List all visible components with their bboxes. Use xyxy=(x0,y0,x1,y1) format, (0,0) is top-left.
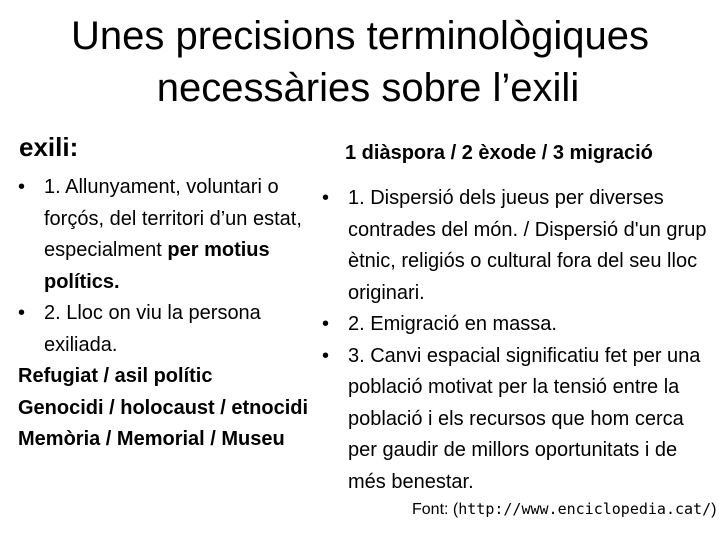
right-bullet-1-text: 1. Dispersió dels jueus per diverses contrades del món. / Dispersió d'un grup ètnic, religiós o cultural fora del seu lloc originari. xyxy=(348,187,707,304)
slide-title-line-1: Unes precisions terminològiques xyxy=(70,14,650,58)
right-bullet-3 xyxy=(322,341,714,499)
right-bullet-2-text: 2. Emigració en massa. xyxy=(348,313,557,335)
right-bullet-1 xyxy=(322,183,714,309)
slide-title xyxy=(20,10,720,114)
source-link[interactable]: http://www.enciclopedia.cat/ xyxy=(458,500,712,518)
left-bullet-1-bold: per motius polítics. xyxy=(44,239,270,293)
left-bullet-1 xyxy=(18,172,323,298)
right-bullet-2 xyxy=(322,309,714,341)
bullet-dot: • xyxy=(18,302,26,324)
source-citation xyxy=(412,500,716,519)
slide-title-line-2: necessàries sobre l’exili xyxy=(156,66,580,110)
bullet-dot: • xyxy=(322,313,330,335)
bullet-dot: • xyxy=(322,187,330,209)
left-bullet-1-text: 1. Allunyament, voluntari o forçós, del territori d’un estat, especialment xyxy=(44,176,302,261)
left-bullet-2 xyxy=(18,298,323,361)
source-suffix: ) xyxy=(711,501,717,518)
left-bullet-2-text: 2. Lloc on viu la persona exiliada. xyxy=(44,302,261,356)
term-refugiat: Refugiat / asil polític xyxy=(18,365,213,387)
source-prefix: Font: ( xyxy=(412,501,459,518)
term-genocidi: Genocidi / holocaust / etnocidi xyxy=(18,396,309,419)
bullet-dot: • xyxy=(322,344,330,367)
bullet-dot: • xyxy=(18,176,26,198)
left-column xyxy=(18,172,323,456)
left-heading: exili: xyxy=(19,132,79,162)
right-heading: 1 diàspora / 2 èxode / 3 migració xyxy=(345,142,653,164)
term-memoria: Memòria / Memorial / Museu xyxy=(18,428,285,450)
right-bullet-3-text: 3. Canvi espacial significatiu fet per una població motivat per la tensió entre la població i els recursos que hom cerca per gaudir de millors oportunitats i de més benestar. xyxy=(348,344,701,493)
right-column xyxy=(322,183,714,498)
